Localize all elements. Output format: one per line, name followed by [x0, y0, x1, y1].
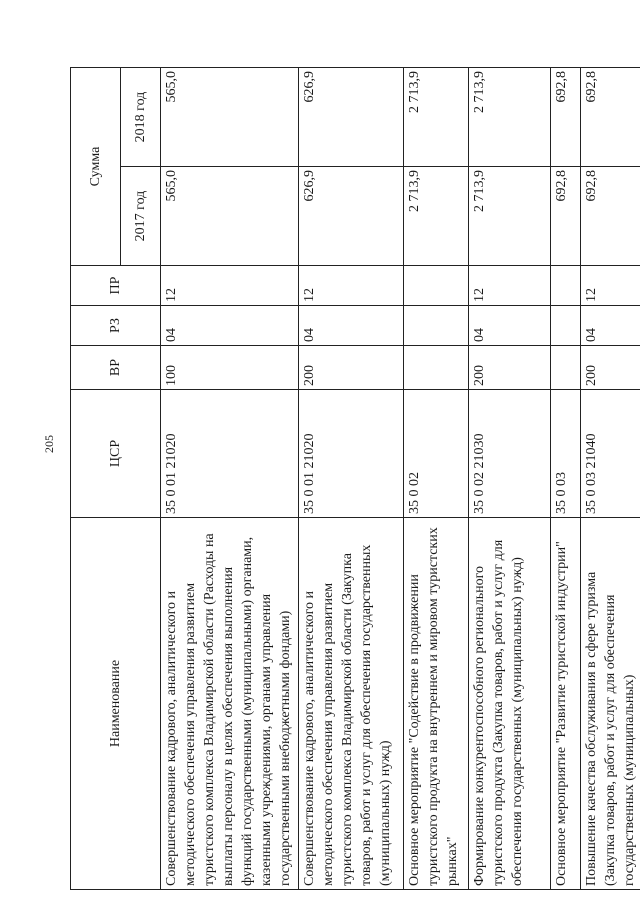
- cell-sum-2018: 565,0: [161, 68, 299, 167]
- cell-csr: 35 0 01 21020: [299, 390, 404, 518]
- cell-csr: 35 0 02 21030: [469, 390, 551, 518]
- header-sum: Сумма: [71, 68, 121, 266]
- table-row: [581, 68, 640, 890]
- cell-vr: [551, 346, 581, 390]
- cell-vr: 100: [161, 346, 299, 390]
- cell-rz: [404, 306, 469, 346]
- cell-pr: 12: [469, 266, 551, 306]
- cell-rz: 04: [581, 306, 640, 346]
- table-header: [71, 68, 161, 890]
- header-csr: ЦСР: [71, 390, 161, 518]
- cell-csr: 35 0 03 21040: [581, 390, 640, 518]
- cell-sum-2017: 626,9: [299, 167, 404, 266]
- cell-sum-2017: 2 713,9: [469, 167, 551, 266]
- cell-vr: 200: [581, 346, 640, 390]
- cell-sum-2017: 2 713,9: [404, 167, 469, 266]
- cell-name: Формирование конкурентоспособного регионального туристского продукта (Закупка товаров, работ и услуг для обеспечения государственных (муниципальных) нужд): [469, 518, 551, 890]
- cell-pr: 12: [161, 266, 299, 306]
- cell-rz: 04: [161, 306, 299, 346]
- table-row: [161, 68, 299, 890]
- header-year-2018: 2018 год: [121, 68, 161, 167]
- cell-rz: 04: [469, 306, 551, 346]
- cell-name: Основное мероприятие "Содействие в продвижении туристского продукта на внутреннем и мировом туристских рынках": [404, 518, 469, 890]
- cell-pr: [404, 266, 469, 306]
- cell-vr: 200: [469, 346, 551, 390]
- cell-pr: 12: [581, 266, 640, 306]
- cell-name: Совершенствование кадрового, аналитического и методического обеспечения управления развитием туристского комплекса Владимирской области (Закупка товаров, работ и услуг для обеспечения государственных (муниципальных) нужд): [299, 518, 404, 890]
- cell-name: Повышение качества обслуживания в сфере туризма (Закупка товаров, работ и услуг для обеспечения государственных (муниципальных): [581, 518, 640, 890]
- cell-sum-2017: 692,8: [551, 167, 581, 266]
- cell-sum-2017: 565,0: [161, 167, 299, 266]
- page-number: 205: [42, 435, 56, 453]
- cell-sum-2018: 692,8: [581, 68, 640, 167]
- cell-sum-2018: 692,8: [551, 68, 581, 167]
- cell-sum-2018: 2 713,9: [469, 68, 551, 167]
- cell-sum-2018: 626,9: [299, 68, 404, 167]
- cell-name: Совершенствование кадрового, аналитического и методического обеспечения управления развитием туристского комплекса Владимирской области (Расходы на выплаты персоналу в целях обеспечения выполнения функций государственными (муниципальными) органами, казенными учреждениями, органами управления государственными внебюджетными фондами): [161, 518, 299, 890]
- cell-pr: 12: [299, 266, 404, 306]
- cell-vr: [404, 346, 469, 390]
- cell-sum-2018: 2 713,9: [404, 68, 469, 167]
- header-pr: ПР: [71, 266, 161, 306]
- table-row: [299, 68, 404, 890]
- cell-csr: 35 0 03: [551, 390, 581, 518]
- budget-table: [70, 67, 640, 890]
- header-rz: РЗ: [71, 306, 161, 346]
- header-vr: ВР: [71, 346, 161, 390]
- cell-name: Основное мероприятие "Развитие туристской индустрии": [551, 518, 581, 890]
- table-row: [551, 68, 581, 890]
- cell-csr: 35 0 02: [404, 390, 469, 518]
- cell-vr: 200: [299, 346, 404, 390]
- cell-csr: 35 0 01 21020: [161, 390, 299, 518]
- cell-pr: [551, 266, 581, 306]
- header-year-2017: 2017 год: [121, 167, 161, 266]
- cell-rz: [551, 306, 581, 346]
- table-row: [469, 68, 551, 890]
- header-name: Наименование: [71, 518, 161, 890]
- cell-rz: 04: [299, 306, 404, 346]
- cell-sum-2017: 692,8: [581, 167, 640, 266]
- table-row: [404, 68, 469, 890]
